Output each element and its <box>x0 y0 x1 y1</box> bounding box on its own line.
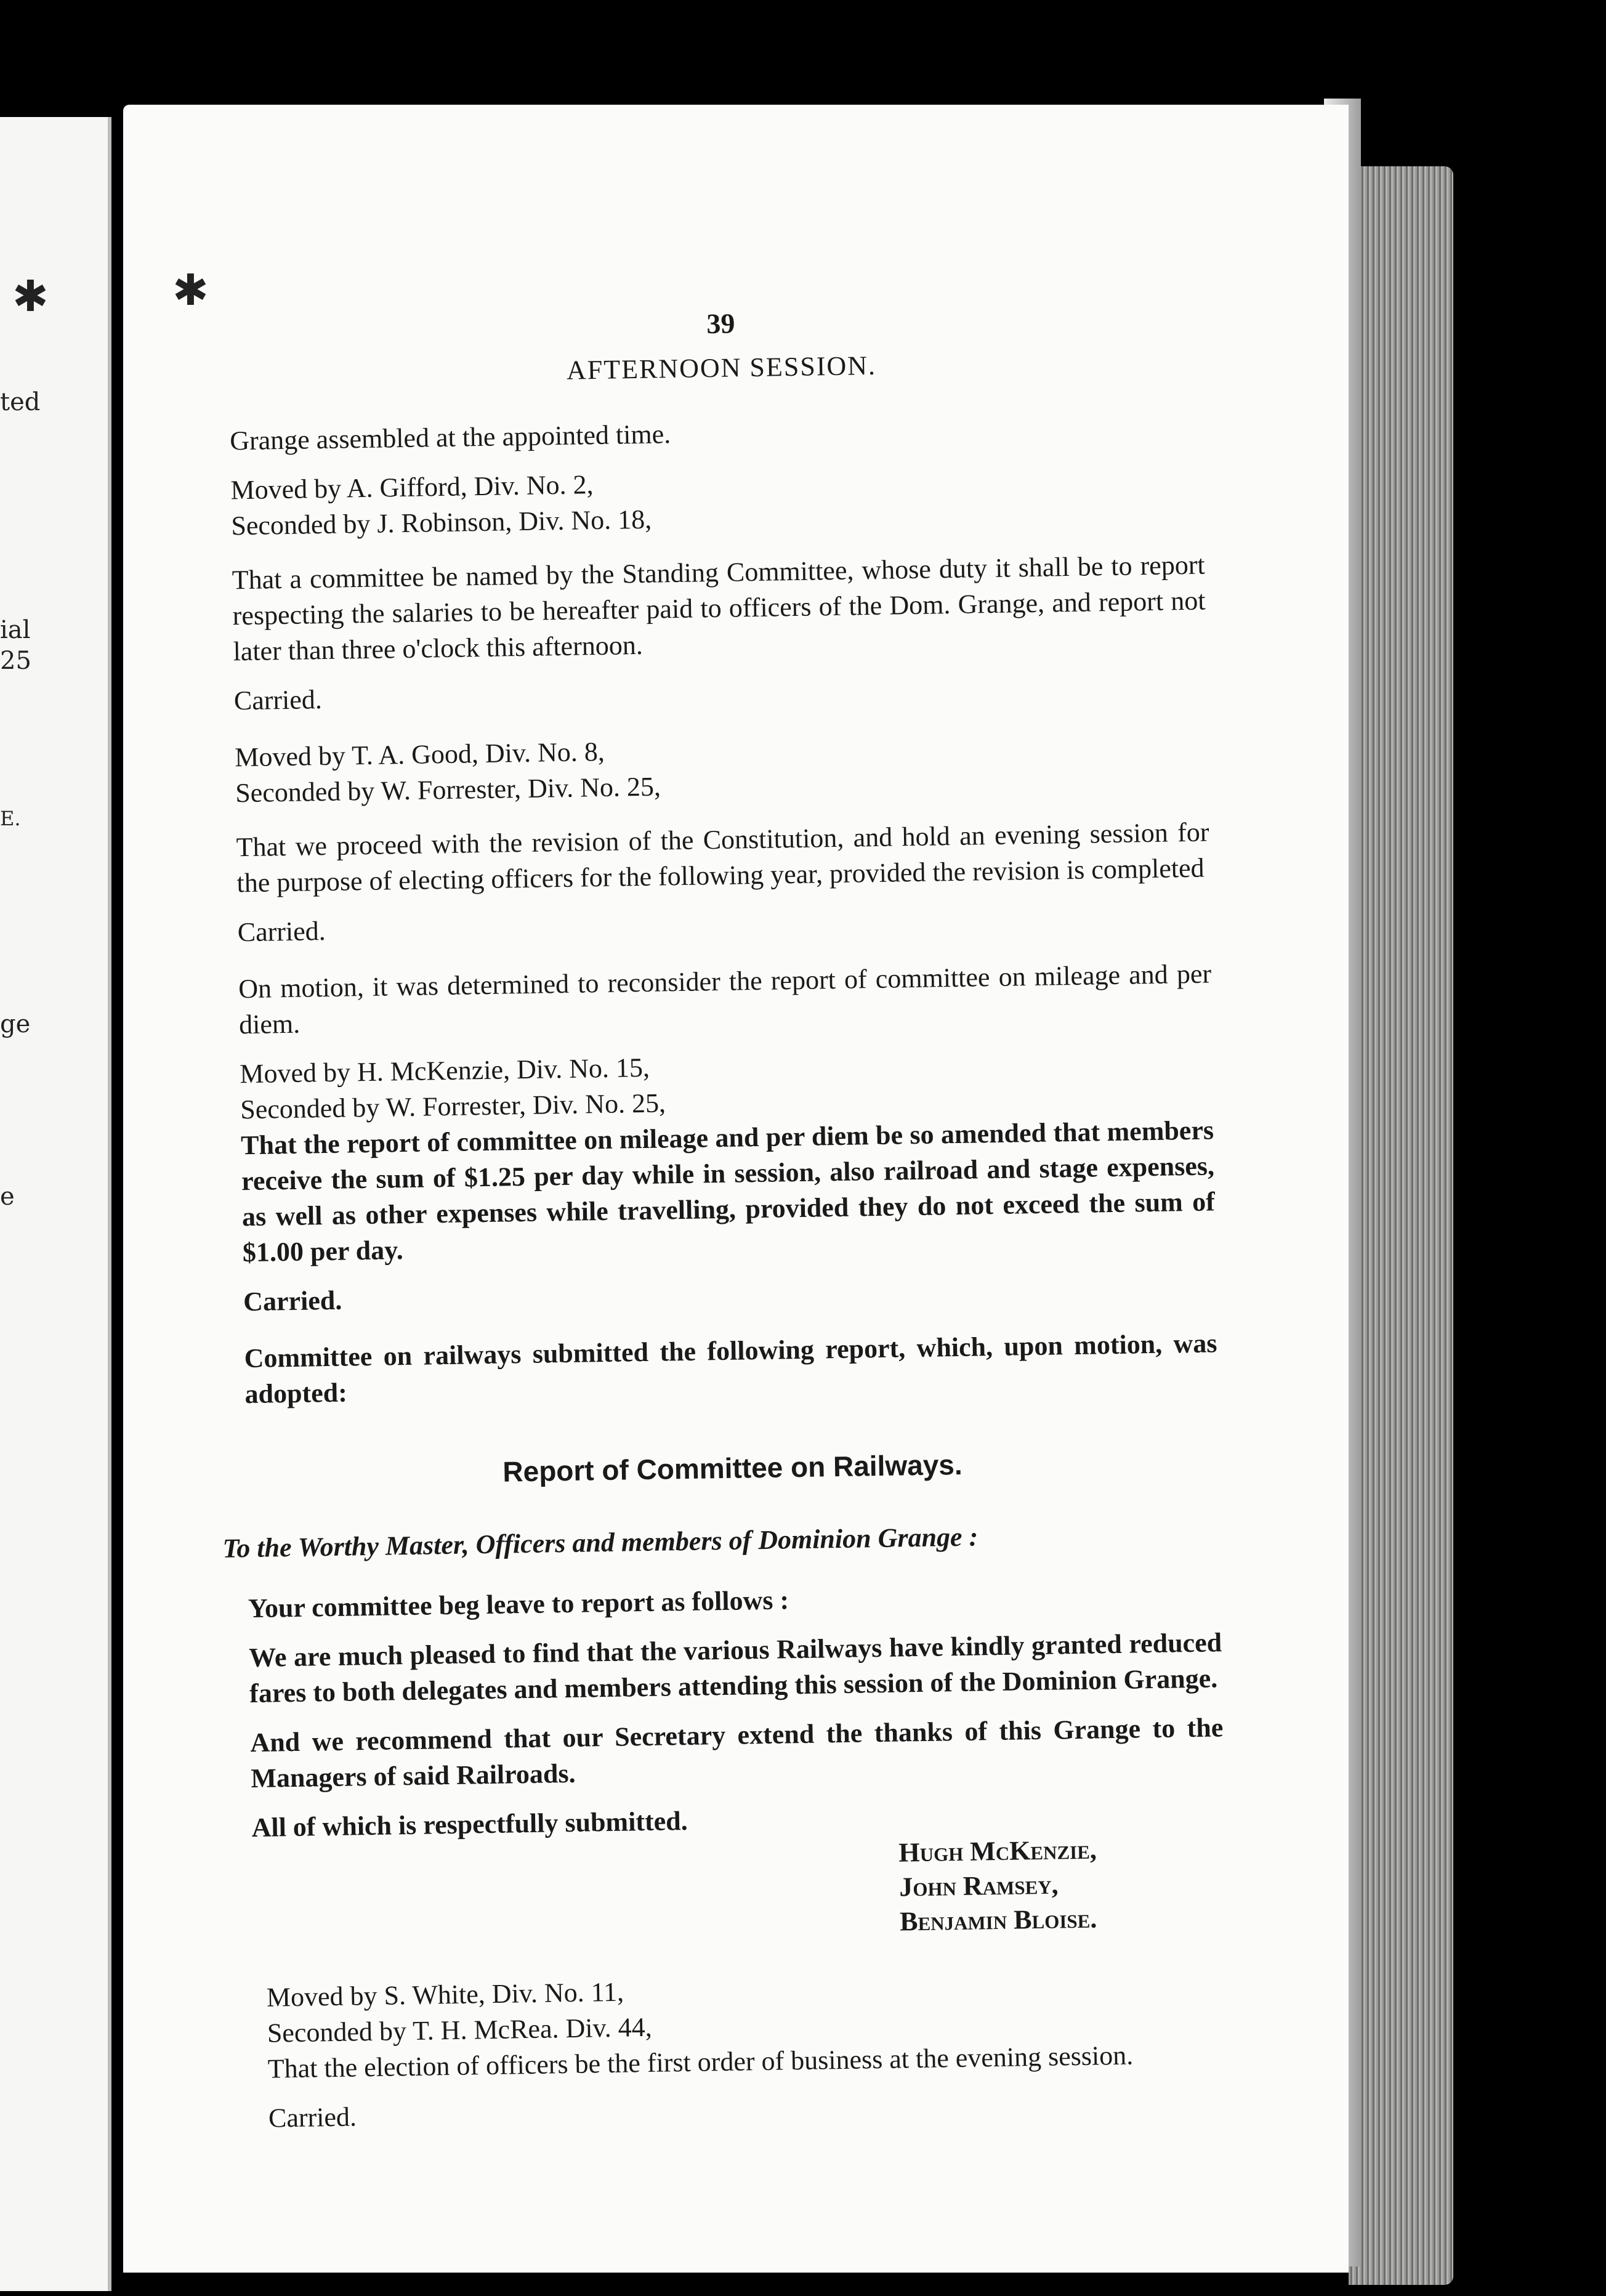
motion-moved: Moved by T. A. Good, Div. No. 8, <box>234 736 605 773</box>
final-motion <box>230 1965 1230 2136</box>
insect-mark-icon: ✱ <box>172 265 209 315</box>
motion-result: Carried. <box>237 916 326 948</box>
signature-block <box>898 1830 1227 1939</box>
facing-text-fragment: E. <box>0 807 21 830</box>
facing-text-fragment: 25 <box>0 647 31 675</box>
bold-section <box>215 1041 1227 1949</box>
report-paragraph: And we recommend that our Secretary extend the thanks of this Grange to the Managers of said Railroads. <box>250 1712 1224 1794</box>
document-page <box>123 105 1349 2273</box>
motion-moved: Moved by S. White, Div. No. 11, <box>266 1976 624 2013</box>
facing-text-fragment: ted <box>0 388 41 416</box>
motion-text: That we proceed with the revision of the Constitution, and hold an evening session for the purpose of electing officers for the following year, provided the revision is completed <box>236 817 1209 899</box>
motion-moved: Moved by H. McKenzie, Div. No. 15, <box>240 1052 650 1089</box>
report-title: Report of Committee on Railways. <box>502 1448 963 1488</box>
motion-seconded: Seconded by W. Forrester, Div. No. 25, <box>235 771 661 809</box>
facing-text-fragment: ge <box>0 1010 31 1038</box>
motion-result: Carried. <box>243 1285 342 1317</box>
railways-intro: Committee on railways submitted the following report, which, upon motion, was adopted: <box>244 1328 1217 1410</box>
signature-name: Hugh McKenzie, <box>898 1834 1097 1868</box>
page-number: 39 <box>706 307 735 340</box>
signature-name: Benjamin Bloise. <box>899 1903 1097 1937</box>
book-page-edges <box>1349 166 1453 2285</box>
motion-result: Carried. <box>233 684 323 716</box>
report-paragraph: We are much pleased to find that the various Railways have kindly granted reduced fares to both delegates and members attending this session of the Dominion Grange. <box>248 1627 1222 1709</box>
page-content <box>203 299 1230 2158</box>
motion-seconded: Seconded by W. Forrester, Div. No. 25, <box>240 1088 666 1125</box>
facing-page-edge <box>0 117 111 2291</box>
insect-mark-icon: ✱ <box>12 271 49 321</box>
report-address: To the Worthy Master, Officers and members of Dominion Grange : <box>222 1521 979 1564</box>
reconsider-paragraph: On motion, it was determined to reconsider the report of committee on mileage and per diem. <box>238 958 1212 1040</box>
motion-text: That a committee be named by the Standing Committee, whose duty it shall be to report respecting the salaries to be hereafter paid to officers of the Dom. Grange, and report not later than three o'clock this afternoon. <box>232 549 1206 667</box>
motion-text: That the election of officers be the first order of business at the evening session. <box>267 2040 1134 2084</box>
motion-result: Carried. <box>268 2101 357 2133</box>
report-paragraph: Your committee beg leave to report as follows : <box>248 1585 789 1624</box>
motion-text: That the report of committee on mileage and per diem be so amended that members receive the sum of $1.25 per day while in session, also railroad and stage expenses, as well as other expenses while travelling, provided they do not exceed the sum of $1.00 per day. <box>240 1115 1216 1268</box>
opening-line: Grange assembled at the appointed time. <box>229 419 671 456</box>
motion-seconded: Seconded by J. Robinson, Div. No. 18, <box>231 504 652 541</box>
facing-text-fragment: ial <box>0 616 31 644</box>
motion-block <box>206 458 1204 544</box>
facing-text-fragment: e <box>0 1182 15 1211</box>
motion-seconded: Seconded by T. H. McRea. Div. 44, <box>267 2011 653 2048</box>
report-paragraph: All of which is respectfully submitted. <box>251 1805 688 1843</box>
motion-moved: Moved by A. Gifford, Div. No. 2, <box>230 469 594 506</box>
signature-name: John Ramsey, <box>898 1869 1059 1902</box>
motion-block <box>210 724 1209 811</box>
section-heading: AFTERNOON SESSION. <box>566 350 877 386</box>
